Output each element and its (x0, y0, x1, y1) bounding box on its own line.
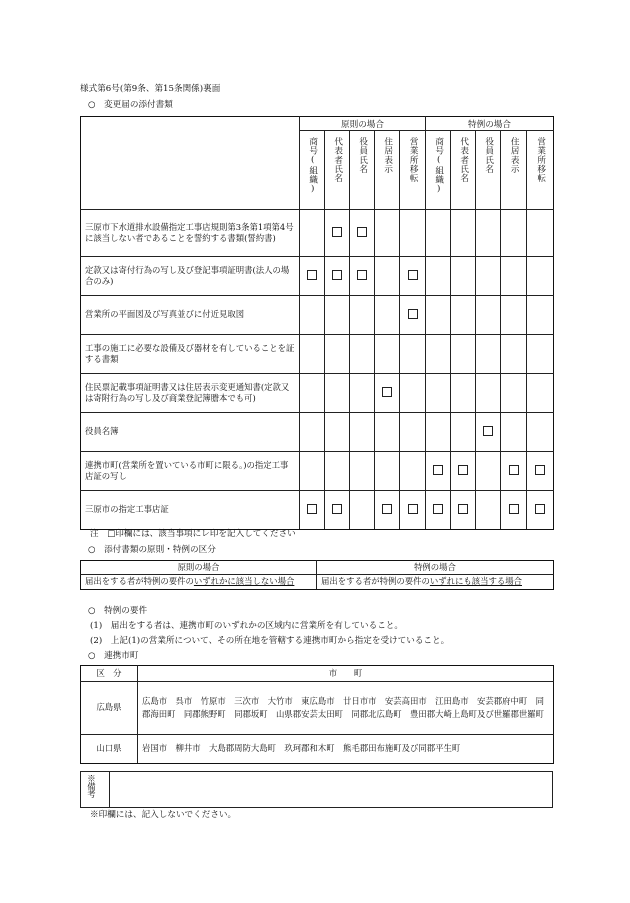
remarks-label: ※備考 (86, 774, 97, 798)
checkbox[interactable] (509, 465, 519, 475)
check-cell (350, 296, 375, 335)
column-header (325, 131, 350, 210)
column-header (350, 131, 375, 210)
check-cell (300, 335, 325, 374)
check-cell (527, 296, 554, 335)
requirement-1: (1) 届出をする者は、連携市町のいずれかの区域内に営業所を有していること。 (90, 621, 403, 631)
check-cell (501, 413, 527, 452)
check-cell (527, 210, 554, 257)
check-cell (476, 491, 501, 530)
check-cell (501, 210, 527, 257)
row-label: 定款又は寄付行為の写し及び登記事項証明書(法人の場合のみ) (81, 257, 300, 296)
row-label: 工事の施工に必要な設備及び器材を有していることを証する書類 (81, 335, 300, 374)
checkbox[interactable] (458, 465, 468, 475)
section-requirements: ○ 特例の要件 (88, 606, 148, 616)
remarks-label-cell (81, 772, 110, 807)
check-cell (426, 413, 451, 452)
check-cell (451, 257, 476, 296)
column-header-label: 営業所移転 (535, 137, 546, 183)
column-header-label: 役員氏名 (483, 137, 494, 174)
checkbox[interactable] (408, 270, 418, 280)
column-header (451, 131, 476, 210)
check-cell (426, 374, 451, 413)
column-header (400, 131, 426, 210)
section-attachments: ○ 変更届の添付書類 (88, 100, 173, 110)
check-cell (451, 335, 476, 374)
row-label: 営業所の平面図及び写真並びに付近見取図 (81, 296, 300, 335)
check-cell (451, 296, 476, 335)
check-cell (451, 210, 476, 257)
check-cell (426, 257, 451, 296)
check-cell (476, 374, 501, 413)
form-title: 様式第6号(第9条、第15条関係)裏面 (80, 84, 221, 94)
check-cell[interactable] (476, 413, 501, 452)
checkbox[interactable] (382, 504, 392, 514)
check-cell[interactable] (400, 296, 426, 335)
check-cell[interactable] (325, 257, 350, 296)
attachments-table (80, 116, 554, 530)
column-header (375, 131, 400, 210)
row-label: 三原市の指定工事店証 (81, 491, 300, 530)
check-cell (501, 374, 527, 413)
table-row (81, 413, 554, 452)
check-cell (476, 210, 501, 257)
checkbox[interactable] (357, 227, 367, 237)
section-classification: ○ 添付書類の原則・特例の区分 (88, 545, 216, 555)
check-cell (451, 374, 476, 413)
checkbox[interactable] (535, 504, 545, 514)
footer-note: ※印欄には、記入しないでください。 (90, 810, 237, 820)
check-cell (300, 452, 325, 491)
remarks-box (80, 771, 553, 808)
check-cell[interactable] (451, 452, 476, 491)
principle-description: 届出をする者が特例の要件のいずれかに該当しない場合 (81, 575, 317, 589)
check-cell[interactable] (527, 491, 554, 530)
towns-yamaguchi: 岩国市 柳井市 大島郡周防大島町 玖珂郡和木町 熊毛郡田布施町及び同郡平生町 (138, 734, 554, 763)
check-cell[interactable] (325, 210, 350, 257)
principle-header: 原則の場合 (81, 561, 317, 575)
check-cell[interactable] (501, 452, 527, 491)
check-cell (451, 413, 476, 452)
checkbox[interactable] (458, 504, 468, 514)
column-header-label: 住居表示 (509, 137, 520, 174)
table-row (81, 452, 554, 491)
area-yamaguchi: 山口県 (81, 734, 138, 763)
classification-table (80, 560, 554, 590)
check-cell[interactable] (375, 491, 400, 530)
check-cell[interactable] (451, 491, 476, 530)
check-cell[interactable] (400, 257, 426, 296)
check-cell (325, 335, 350, 374)
check-cell (350, 491, 375, 530)
column-header (501, 131, 527, 210)
check-cell (300, 210, 325, 257)
check-cell (426, 210, 451, 257)
check-cell[interactable] (375, 374, 400, 413)
check-cell (527, 413, 554, 452)
row-label: 三原市下水道排水設備指定工事店規則第3条第1項第4号に該当しない者であることを誓約する書類(誓約書) (81, 210, 300, 257)
check-cell (476, 335, 501, 374)
column-header-label: 営業所移転 (408, 137, 419, 183)
group-principle: 原則の場合 (300, 117, 426, 131)
table-row (81, 374, 554, 413)
check-cell (400, 335, 426, 374)
check-cell[interactable] (426, 491, 451, 530)
towns-header: 市 町 (138, 666, 554, 682)
check-cell (426, 296, 451, 335)
exception-description: 届出をする者が特例の要件のいずれにも該当する場合 (317, 575, 554, 589)
check-cell (375, 452, 400, 491)
checkbox[interactable] (307, 504, 317, 514)
check-cell[interactable] (350, 257, 375, 296)
check-cell[interactable] (527, 452, 554, 491)
check-cell (375, 335, 400, 374)
check-cell (476, 257, 501, 296)
towns-hiroshima: 広島市 呉市 竹原市 三次市 大竹市 東広島市 廿日市市 安芸高田市 江田島市 安芸郡府中町 同郡海田町 同郡熊野町 同郡坂町 山県郡安芸太田町 同郡北広島町 豊田郡大崎上島町及び世羅郡世羅町 (138, 681, 554, 734)
section-partners: ○ 連携市町 (88, 651, 139, 661)
check-cell[interactable] (300, 257, 325, 296)
row-label: 役員名簿 (81, 413, 300, 452)
check-cell (350, 374, 375, 413)
check-cell[interactable] (325, 491, 350, 530)
column-header-label: 商号(組織) (307, 137, 318, 195)
checkbox[interactable] (408, 309, 418, 319)
check-cell (400, 452, 426, 491)
check-cell (400, 374, 426, 413)
checkbox[interactable] (332, 227, 342, 237)
remarks-input-area[interactable] (110, 772, 552, 807)
check-cell (375, 296, 400, 335)
checkbox[interactable] (307, 270, 317, 280)
checkbox[interactable] (408, 504, 418, 514)
checkbox[interactable] (382, 387, 392, 397)
check-cell (375, 210, 400, 257)
partners-table (80, 665, 554, 764)
column-header (476, 131, 501, 210)
check-cell (300, 296, 325, 335)
check-cell (300, 413, 325, 452)
check-cell (300, 374, 325, 413)
check-cell (426, 335, 451, 374)
check-cell (325, 296, 350, 335)
check-cell (325, 374, 350, 413)
check-cell[interactable] (426, 452, 451, 491)
check-cell[interactable] (501, 491, 527, 530)
check-cell (501, 296, 527, 335)
area-header: 区 分 (81, 666, 138, 682)
check-cell (325, 413, 350, 452)
check-cell[interactable] (300, 491, 325, 530)
group-exception: 特例の場合 (426, 117, 554, 131)
table-row (81, 257, 554, 296)
check-cell (476, 296, 501, 335)
check-cell (501, 257, 527, 296)
check-cell (476, 452, 501, 491)
area-hiroshima: 広島県 (81, 681, 138, 734)
check-cell[interactable] (350, 210, 375, 257)
check-cell[interactable] (400, 491, 426, 530)
column-header-label: 代表者氏名 (458, 137, 469, 183)
table-row (81, 210, 554, 257)
requirement-2: (2) 上記(1)の営業所について、その所在地を管轄する連携市町から指定を受けていること。 (90, 636, 450, 646)
row-label: 連携市町(営業所を置いている市町に限る。)の指定工事店証の写し (81, 452, 300, 491)
column-header (527, 131, 554, 210)
check-cell (400, 413, 426, 452)
column-header (300, 131, 325, 210)
check-cell (350, 452, 375, 491)
check-cell (527, 374, 554, 413)
check-cell (501, 335, 527, 374)
table-row (81, 491, 554, 530)
check-cell (527, 257, 554, 296)
checkbox[interactable] (433, 504, 443, 514)
table-row (81, 296, 554, 335)
checkbox[interactable] (332, 270, 342, 280)
column-header (426, 131, 451, 210)
table-row (81, 335, 554, 374)
checkbox-note: 注 □印欄には、該当事項にレ印を記入してください (90, 529, 296, 539)
exception-header: 特例の場合 (317, 561, 554, 575)
row-label: 住民票記載事項証明書又は住居表示変更通知書(定款又は寄附行為の写し及び商業登記簿謄本でも可) (81, 374, 300, 413)
header-blank (81, 117, 300, 210)
checkbox[interactable] (433, 465, 443, 475)
checkbox[interactable] (332, 504, 342, 514)
check-cell (400, 210, 426, 257)
check-cell (350, 335, 375, 374)
column-header-label: 代表者氏名 (332, 137, 343, 183)
checkbox[interactable] (535, 465, 545, 475)
check-cell (325, 452, 350, 491)
column-header-label: 商号(組織) (433, 137, 444, 195)
checkbox[interactable] (483, 426, 493, 436)
column-header-label: 役員氏名 (357, 137, 368, 174)
column-header-label: 住居表示 (382, 137, 393, 174)
check-cell (527, 335, 554, 374)
checkbox[interactable] (509, 504, 519, 514)
check-cell (375, 413, 400, 452)
checkbox[interactable] (357, 270, 367, 280)
check-cell (375, 257, 400, 296)
check-cell (350, 413, 375, 452)
